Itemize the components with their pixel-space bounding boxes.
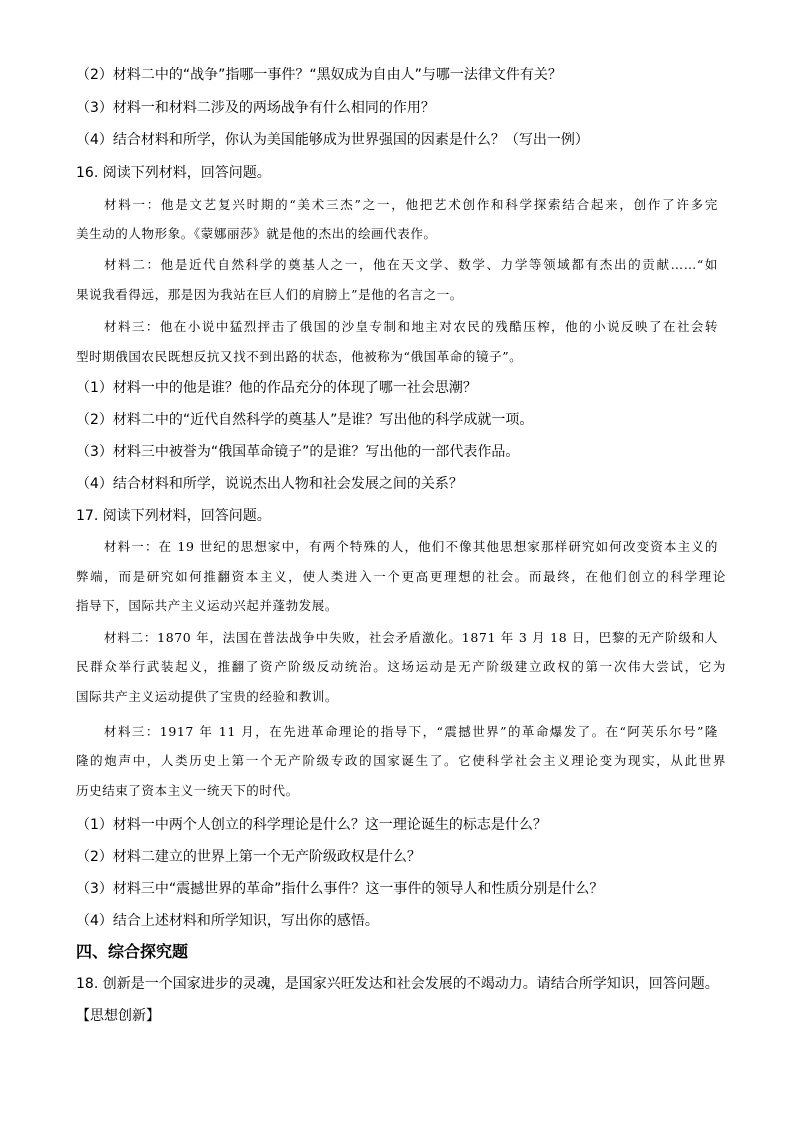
q16-sub1: （1）材料一中的他是谁？他的作品充分的体现了哪一社会思潮？ — [76, 380, 477, 396]
q16-material2-line1: 材料二：他是近代自然科学的奠基人之一，他在天文学、数学、力学等领域都有杰出的贡献……“如 — [104, 257, 718, 272]
q18-stem: 18. 创新是一个国家进步的灵魂，是国家兴旺发达和社会发展的不竭动力。请结合所学知识，回答问题。 — [76, 976, 719, 992]
q15-sub3: （3）材料一和材料二涉及的两场战争有什么相同的作用？ — [76, 100, 435, 116]
q17-sub4: （4）结合上述材料和所学知识，写出你的感悟。 — [76, 913, 379, 929]
q17-material3-line2: 隆的炮声中，人类历史上第一个无产阶级专政的国家诞生了。它使科学社会主义理论变为现实，从此世界 — [76, 753, 726, 768]
q17-sub2: （2）材料二建立的世界上第一个无产阶级政权是什么？ — [76, 849, 421, 865]
q18-tag: 【思想创新】 — [76, 1008, 160, 1024]
q16-material3-line1: 材料三：他在小说中猛烈抨击了俄国的沙皇专制和地主对农民的残酷压榨，他的小说反映了在社会转 — [104, 319, 718, 334]
q16-sub4: （4）结合材料和所学，说说杰出人物和社会发展之间的关系？ — [76, 476, 463, 492]
q17-material2-line1: 材料二：1870 年，法国在普法战争中失败，社会矛盾激化。1871 年 3 月 18 日，巴黎的无产阶级和人 — [104, 630, 718, 645]
q16-material1-line2: 美生动的人物形象。《蒙娜丽莎》就是他的杰出的绘画代表作。 — [76, 226, 437, 241]
q15-sub2: （2）材料二中的“战争”指哪一事件？“黑奴成为自由人”与哪一法律文件有关？ — [76, 67, 562, 83]
q16-material3-line2: 型时期俄国农民既想反抗又找不到出路的状态，他被称为“俄国革命的镜子”。 — [76, 349, 523, 364]
q17-material1-line1: 材料一：在 19 世纪的思想家中，有两个特殊的人，他们不像其他思想家那样研究如何改变资本主义的 — [104, 539, 718, 554]
q16-material1-line1: 材料一：他是文艺复兴时期的“美术三杰”之一，他把艺术创作和科学探索结合起来，创作了许多完 — [104, 197, 718, 212]
q16-stem: 16. 阅读下列材料，回答问题。 — [76, 165, 271, 181]
q16-material2-line2: 果说我看得远，那是因为我站在巨人们的肩膀上”是他的名言之一。 — [76, 287, 463, 302]
q17-sub3: （3）材料三中“震撼世界的革命”指什么事件？这一事件的领导人和性质分别是什么？ — [76, 881, 604, 897]
q17-material2-line2: 民群众举行武装起义，推翻了资产阶级反动统治。这场运动是无产阶级建立政权的第一次伟大尝试，它为 — [76, 659, 726, 674]
section-heading: 四、综合探究题 — [76, 942, 189, 961]
q17-material1-line3: 指导下，国际共产主义运动兴起并蓬勃发展。 — [76, 598, 339, 613]
q15-sub4: （4）结合材料和所学，你认为美国能够成为世界强国的因素是什么？（写出一例） — [76, 132, 589, 148]
q17-material3-line1: 材料三：1917 年 11 月，在先进革命理论的指导下，“震撼世界”的革命爆发了。在“阿芙乐尔号”隆 — [104, 724, 718, 739]
q17-material3-line3: 历史结束了资本主义一统天下的时代。 — [76, 783, 299, 798]
q17-material2-line3: 国际共产主义运动提供了宝贵的经验和教训。 — [76, 689, 339, 704]
q17-stem: 17. 阅读下列材料，回答问题。 — [76, 508, 271, 524]
q16-sub3: （3）材料三中被誉为“俄国革命镜子”的是谁？写出他的一部代表作品。 — [76, 444, 520, 460]
q16-sub2: （2）材料二中的“近代自然科学的奠基人”是谁？写出他的科学成就一项。 — [76, 412, 534, 428]
q17-material1-line2: 弊端，而是研究如何推翻资本主义，使人类进入一个更高更理想的社会。而最终，在他们创立的科学理论 — [76, 569, 726, 584]
q17-sub1: （1）材料一中两个人创立的科学理论是什么？这一理论诞生的标志是什么？ — [76, 817, 547, 833]
